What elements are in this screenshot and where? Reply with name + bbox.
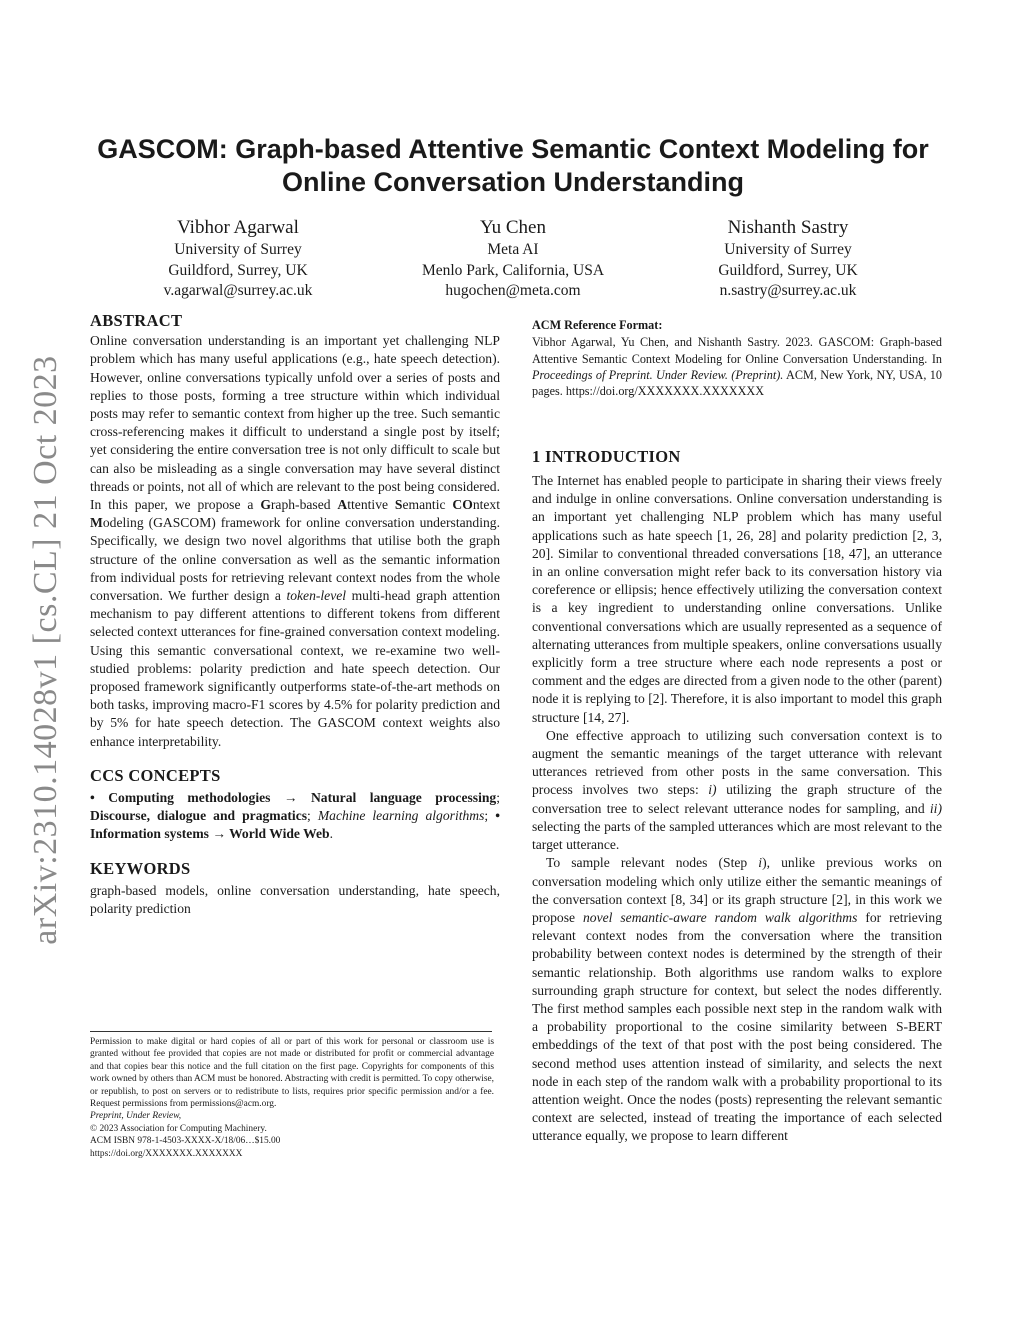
- arxiv-stamp: [22, 355, 70, 945]
- author-email: v.agarwal@surrey.ac.uk: [163, 282, 313, 299]
- author-affiliation: Meta AI: [487, 241, 539, 258]
- author-name: Vibhor Agarwal: [177, 217, 299, 238]
- author-affiliation: University of Surrey: [724, 241, 852, 258]
- intro-paragraph-1: The Internet has enabled people to participate in sharing their views freely and indulge in online conversations. Online conversation understanding is an important yet challenging NLP problem which has many useful applications such as hate speech [1, 26, 28] and polarity prediction [2, 3, 20]. Similar to conventional threaded conversations [18, 47], an utterance in an online conversation might refer back to its conversation history via coreference or ellipsis; hence effectively utilizing the conversation context is a key ingredient to understanding online conversations. Unlike conventional conversations which are usually represented as a sequence of alternating utterances from multiple speakers, online conversations usually explicitly form a tree structure where each node represents a post or comment and the edges are directed from a given node to the other (parent) node it is replying to [2]. Therefore, it is also important to model this graph structure [14, 27].: [532, 473, 942, 725]
- paper-title: [80, 133, 946, 199]
- footnote-venue: Preprint, Under Review,: [90, 1111, 182, 1122]
- ccs-text: • Computing methodologies → Natural language processing; Discourse, dialogue and pragmatics; Machine learning algorithms; • Information systems → World Wide Web.: [90, 790, 500, 842]
- author-block-3: [668, 216, 908, 302]
- author-location: Guildford, Surrey, UK: [168, 261, 308, 279]
- arxiv-stamp-text: arXiv:2310.14028v1 [cs.CL] 21 Oct 2023: [27, 355, 64, 945]
- footnote-copyright: © 2023 Association for Computing Machinery.: [90, 1123, 267, 1134]
- keywords-heading: KEYWORDS: [90, 858, 191, 878]
- title-line-2: Online Conversation Understanding: [281, 167, 745, 197]
- title-line-1: GASCOM: Graph-based Attentive Semantic Context Modeling for: [97, 134, 929, 164]
- author-block-2: [393, 216, 633, 302]
- author-affiliation: University of Surrey: [174, 241, 302, 258]
- intro-heading: 1 INTRODUCTION: [532, 446, 681, 466]
- abstract-text: Online conversation understanding is an important yet challenging NLP problem which has many useful applications (e.g., hate speech detection). However, online conversations typically unfold over a series of posts and replies to those posts, forming a tree structure within which individual posts may refer to semantic context from higher up the tree. Such semantic cross-referencing makes it difficult to understand a single post by itself; yet considering the entire conversation tree is not only difficult to scale but can also be misleading as a single conversation may have several distinct threads or points, not all of which are relevant to the post being considered. In this paper, we propose a Graph-based Attentive Semantic COntext Modeling (GASCOM) framework for online conversation understanding. Specifically, we design two novel algorithms that utilise both the graph structure of the online conversation as well as the semantic information from individual posts for retrieving relevant context nodes from the whole conversation. We further design a token-level multi-head graph attention mechanism to pay different attentions to different tokens from different selected context utterances for fine-grained conversation context modeling. Using this semantic conversational context, we re-examine two well-studied problems: polarity prediction and hate speech detection. Our proposed framework significantly outperforms state-of-the-art methods on both tasks, improving macro-F1 scores by 4.5% for polarity prediction and by 5% for hate speech detection. The GASCOM context weights also enhance interpretability.: [90, 333, 500, 749]
- author-email: hugochen@meta.com: [445, 282, 581, 299]
- acm-reference-text: Vibhor Agarwal, Yu Chen, and Nishanth Sastry. 2023. GASCOM: Graph-based Attentive Semantic Context Modeling for Online Conversation Understanding. In Proceedings of Preprint. Under Review. (Preprint). ACM, New York, NY, USA, 10 pages. https://doi.org/XXXXXXX.XXXXXXX: [532, 335, 942, 399]
- intro-paragraph-2: One effective approach to utilizing such conversation context is to augment the semantic meanings of the target utterance with relevant utterances retrieved from other posts in the same conversation. This process involves two steps: i) utilizing the graph structure of the conversation tree to select relevant utterance nodes for sampling, and ii) selecting the parts of the sampled utterances which are most relevant to the target utterance.: [532, 727, 942, 853]
- acm-reference-heading: ACM Reference Format:: [532, 318, 663, 332]
- left-column: [90, 312, 500, 918]
- footnote: [90, 1036, 494, 1160]
- author-name: Nishanth Sastry: [727, 217, 849, 238]
- footnote-isbn: ACM ISBN 978-1-4503-XXXX-X/18/06…$15.00: [90, 1136, 281, 1147]
- author-location: Menlo Park, California, USA: [421, 261, 605, 279]
- abstract-heading: ABSTRACT: [90, 311, 183, 330]
- right-column: [532, 316, 942, 1146]
- author-block-1: [118, 216, 358, 302]
- intro-paragraph-3: To sample relevant nodes (Step i), unlike previous works on conversation modeling which only utilize either the semantic meanings of the conversation context [8, 34] or its graph structure [2], in this work we propose novel semantic-aware random walk algorithms for retrieving relevant context nodes from the conversation where the transition probability between context nodes is determined by the strength of their semantic relationship. Both algorithms use random walks to explore surrounding graph structure for context, but select the nodes differently. The first method samples each possible next step in the random walk with a probability proportional to the cosine similarity between S-BERT embeddings of the text of that post with the post being considered. The second method uses attention instead of similarity, and selects the next node in each step of the random walk with a probability proportional to its attention weight. Once the nodes (posts) representing the relevant semantic context are selected, instead of treating the importance of each selected utterance equally, we propose to learn different: [532, 855, 942, 1144]
- author-email: n.sastry@surrey.ac.uk: [719, 282, 857, 299]
- author-location: Guildford, Surrey, UK: [718, 261, 858, 279]
- ccs-heading: CCS CONCEPTS: [90, 765, 221, 785]
- footnote-rule: [90, 1031, 492, 1032]
- author-name: Yu Chen: [480, 217, 546, 238]
- keywords-text: graph-based models, online conversation understanding, hate speech, polarity prediction: [90, 882, 500, 917]
- footnote-doi: https://doi.org/XXXXXXX.XXXXXXX: [90, 1148, 243, 1159]
- footnote-permission: Permission to make digital or hard copies of all or part of this work for personal or classroom use is granted without fee provided that copies are not made or distributed for profit or commercial advantage and that copies bear this notice and the full citation on the first page. Copyrights for components of this work owned by others than ACM must be honored. Abstracting with credit is permitted. To copy otherwise, or republish, to post on servers or to redistribute to lists, requires prior specific permission and/or a fee. Request permissions from permissions@acm.org.: [90, 1037, 494, 1110]
